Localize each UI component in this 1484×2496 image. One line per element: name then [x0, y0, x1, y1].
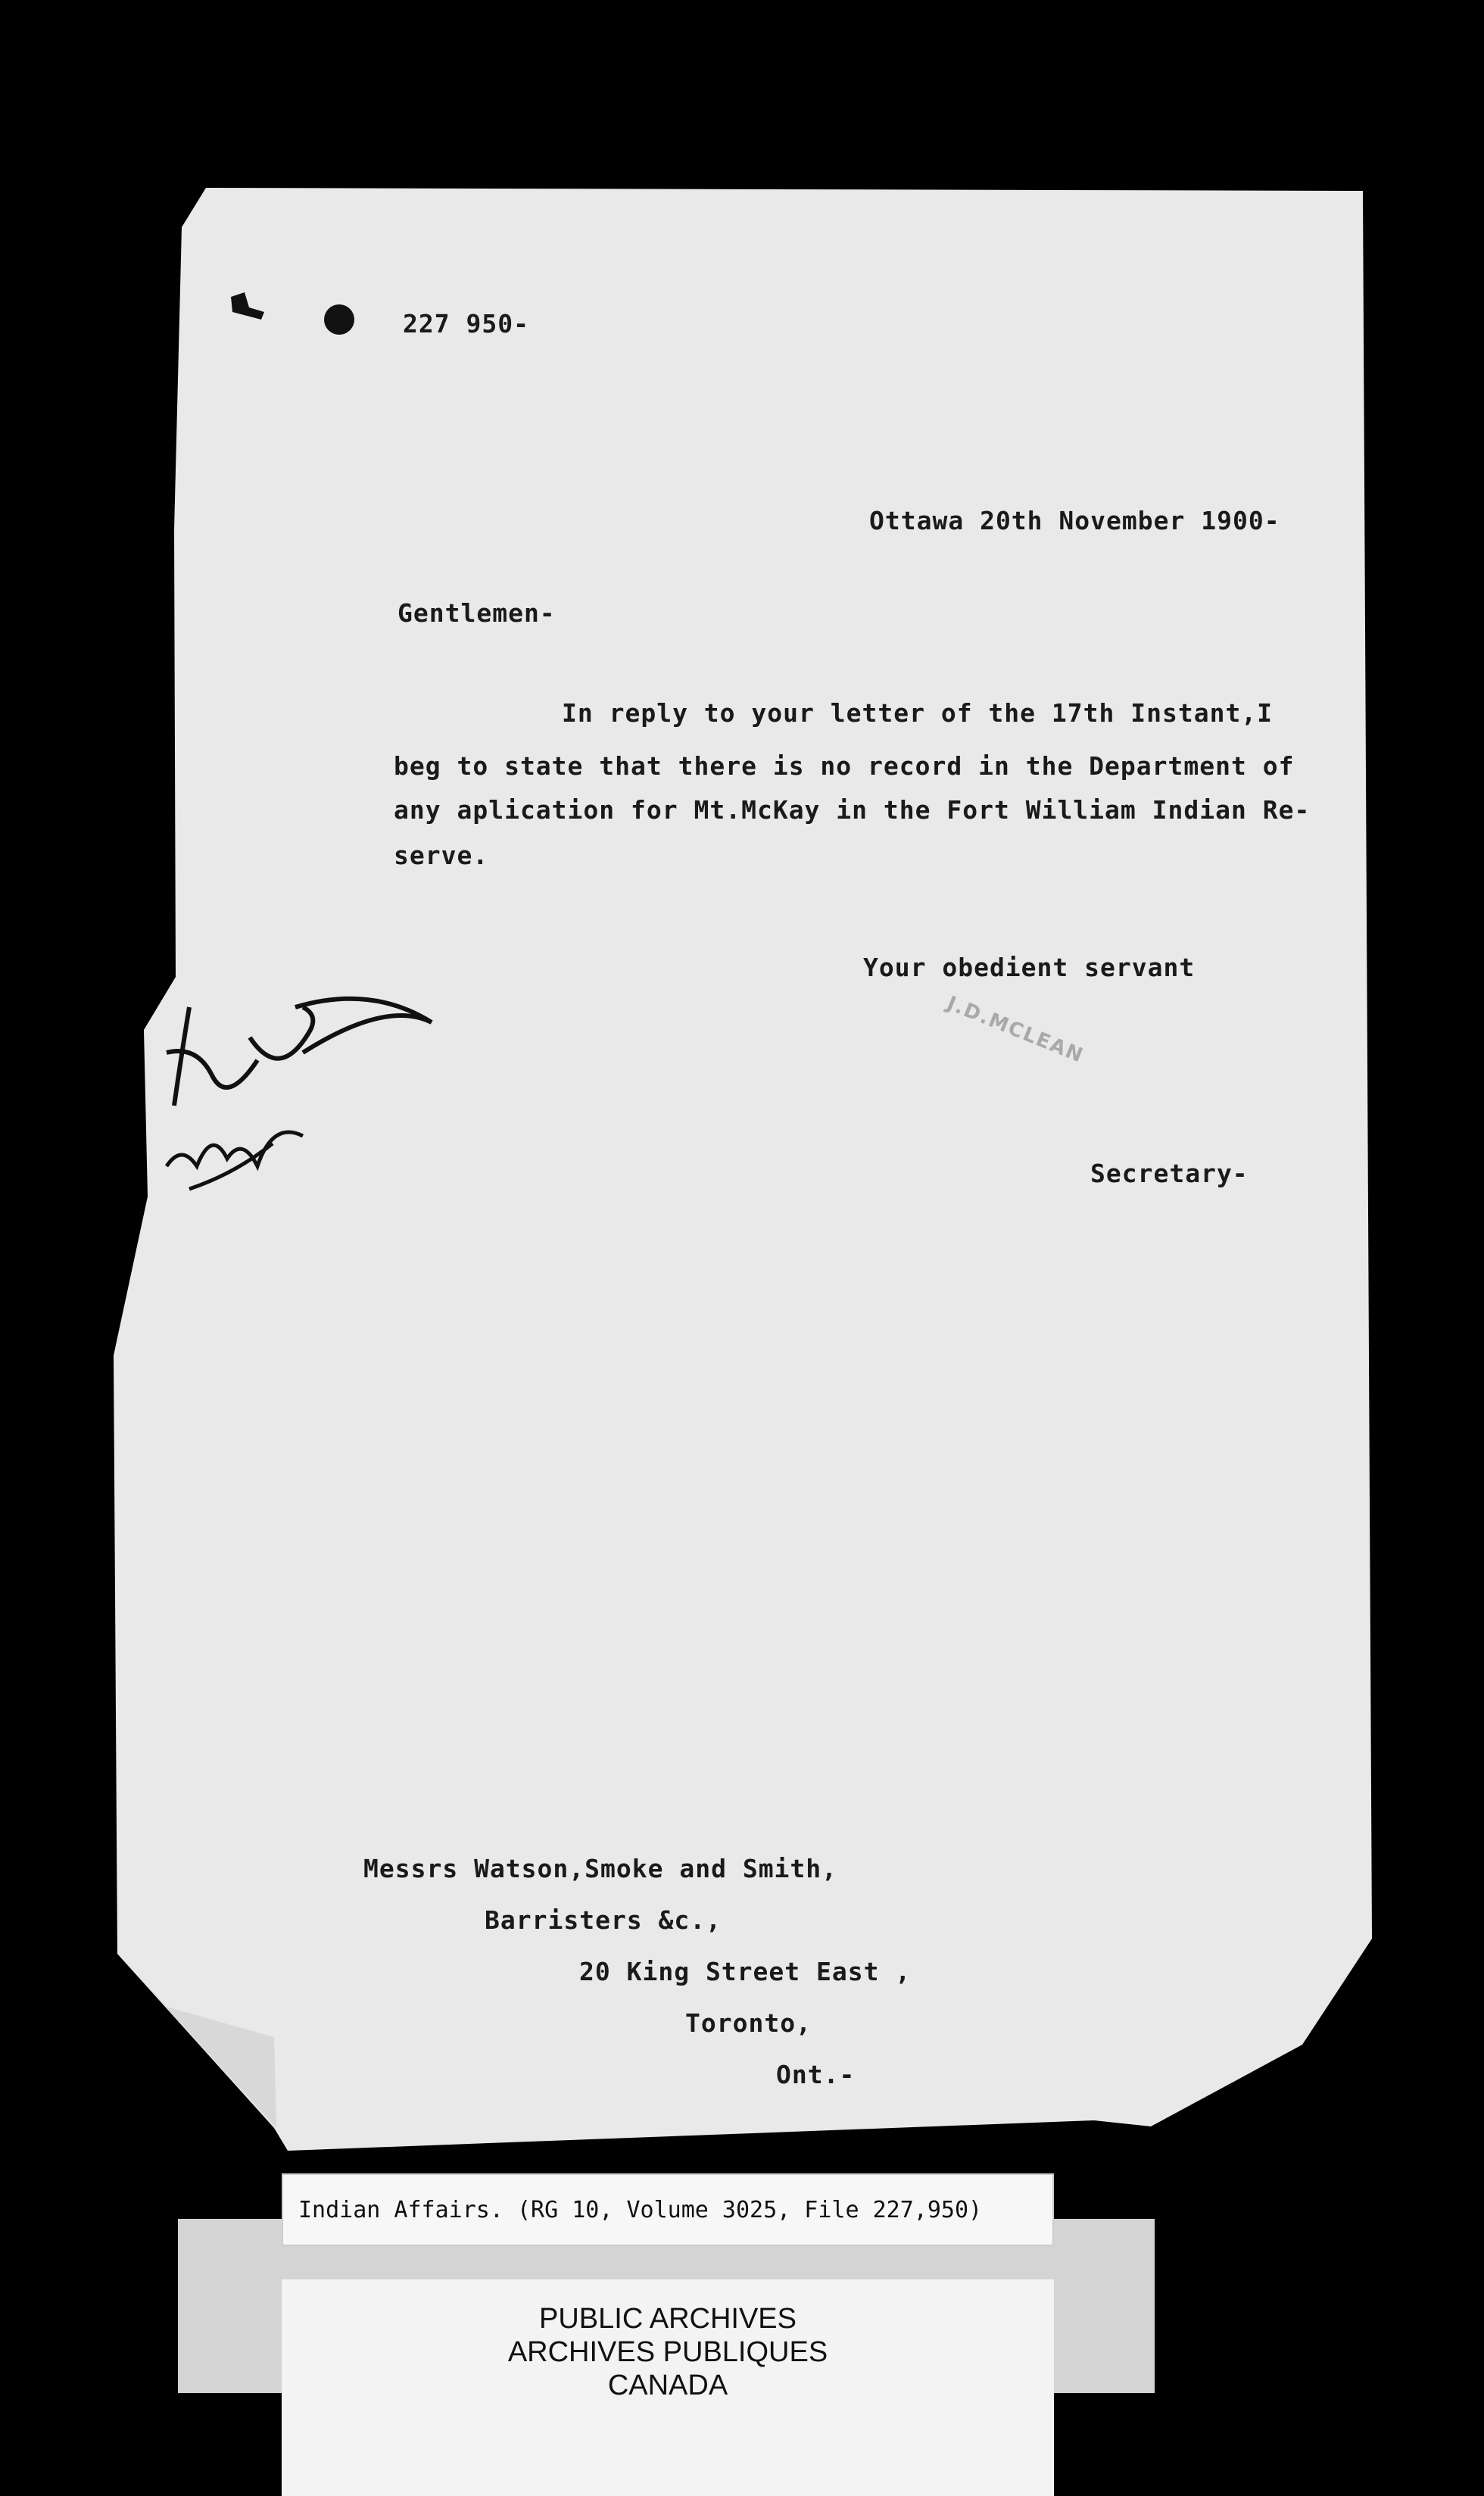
archive-label	[282, 2302, 1054, 2402]
salutation: Gentlemen-	[398, 598, 556, 628]
address-line-5: Ont.-	[776, 2060, 856, 2089]
address-line-3: 20 King Street East ,	[579, 1957, 912, 1986]
file-number: 227 950-	[403, 309, 529, 339]
punch-hole	[324, 304, 354, 335]
body-line-2: beg to state that there is no record in the Department of	[394, 751, 1295, 781]
closing: Your obedient servant	[863, 953, 1196, 982]
dateline: Ottawa 20th November 1900-	[869, 506, 1280, 535]
archive-reference: Indian Affairs. (RG 10, Volume 3025, File 227,950)	[282, 2173, 1054, 2246]
handwriting-strokes	[144, 962, 477, 1234]
body-line-1: In reply to your letter of the 17th Instant,I	[562, 698, 1274, 728]
signature-stamp: J.D.MCLEAN	[943, 992, 1087, 1068]
archive-label-line-1: PUBLIC ARCHIVES	[539, 2303, 797, 2335]
body-line-3: any aplication for Mt.McKay in the Fort William Indian Re-	[394, 795, 1311, 825]
archive-label-line-3: CANADA	[607, 2370, 728, 2401]
address-line-4: Toronto,	[685, 2008, 812, 2038]
address-line-1: Messrs Watson,Smoke and Smith,	[363, 1854, 838, 1883]
archive-label-line-2: ARCHIVES PUBLIQUES	[507, 2336, 828, 2368]
signature-title: Secretary-	[1090, 1159, 1249, 1188]
body-line-4: serve.	[394, 841, 489, 870]
address-line-2: Barristers &c.,	[485, 1905, 722, 1935]
